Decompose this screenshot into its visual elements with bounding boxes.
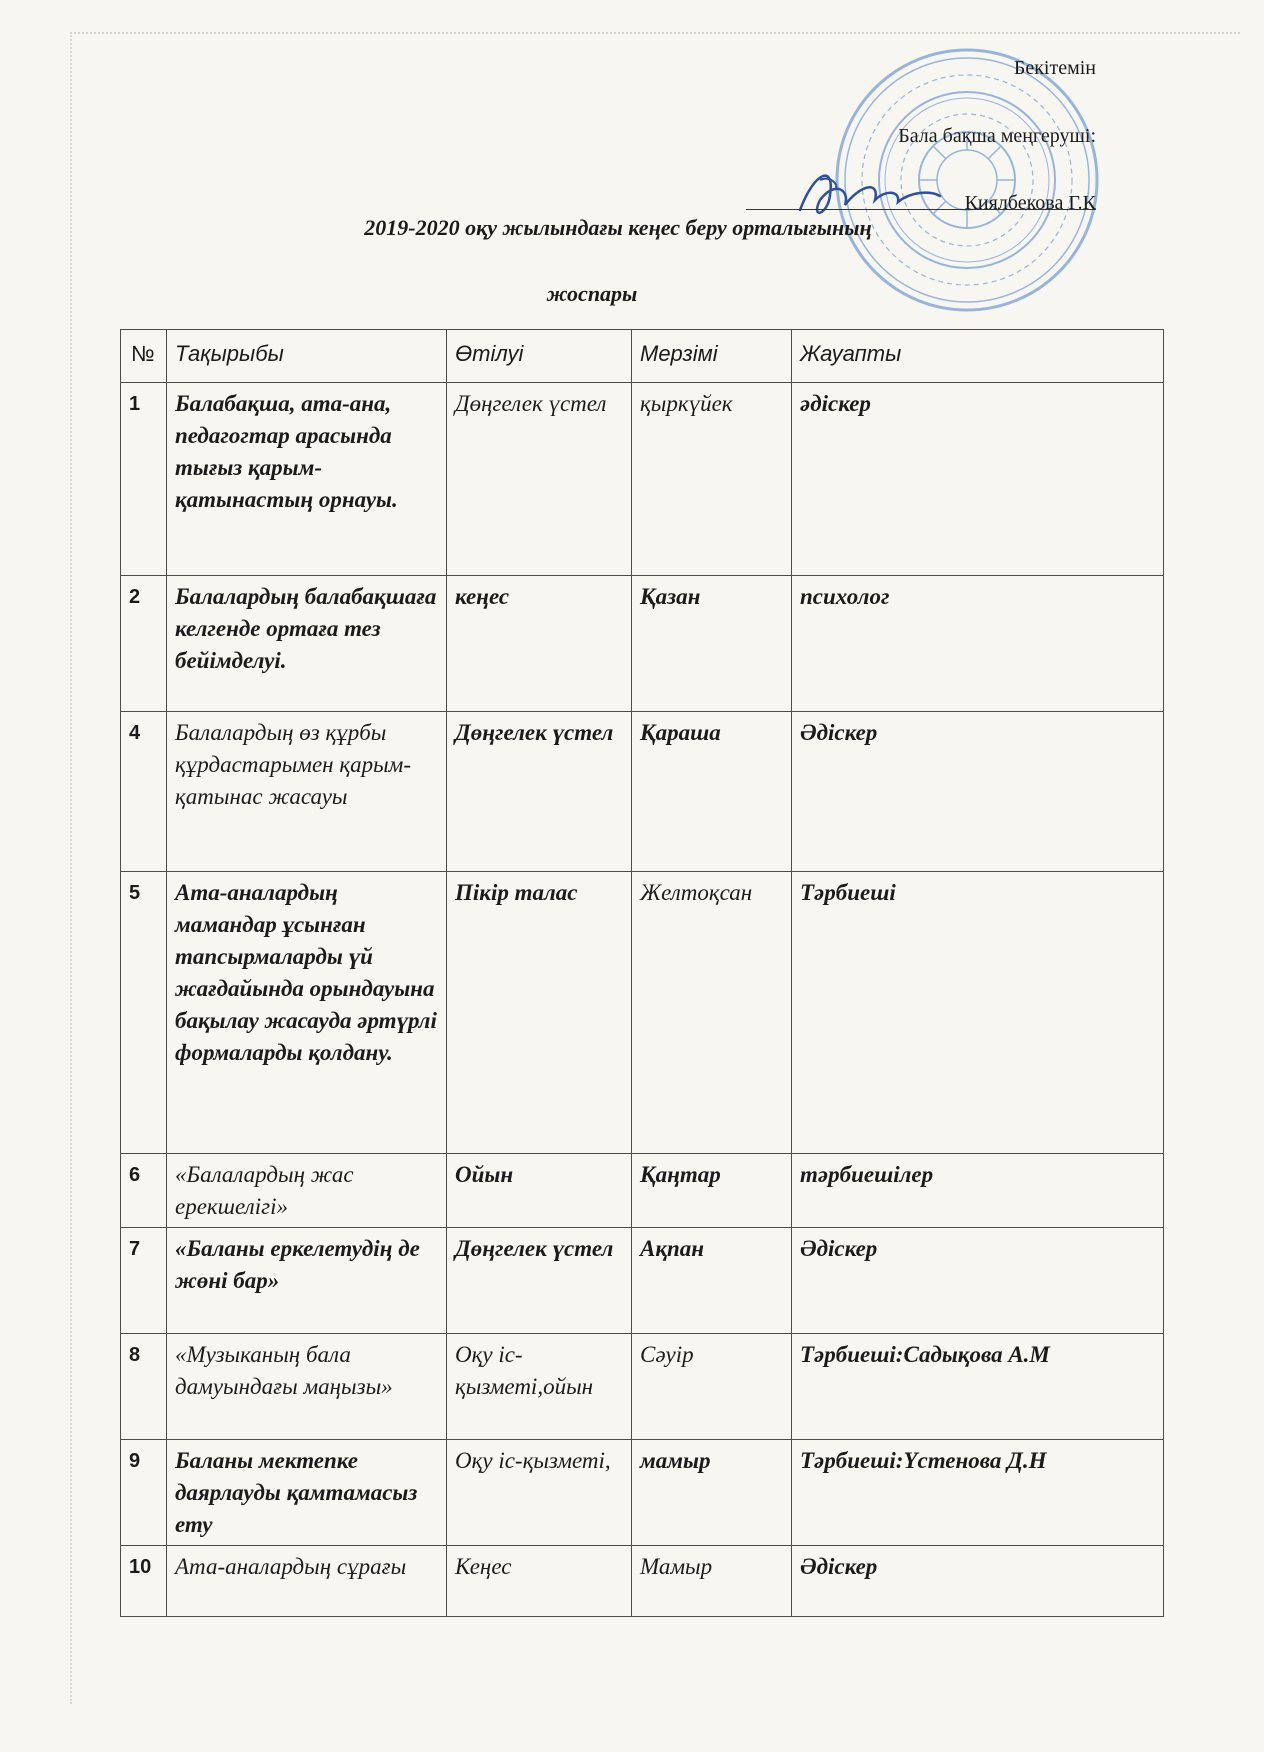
row-topic: «Балалардың жас ерекшелігі»: [167, 1154, 447, 1228]
row-number: 8: [121, 1334, 167, 1440]
table-row: [121, 1334, 1164, 1440]
row-form: Пікір талас: [447, 872, 632, 1154]
row-date: Сәуір: [632, 1334, 792, 1440]
row-responsible: Әдіскер: [792, 1546, 1164, 1617]
row-form: Ойын: [447, 1154, 632, 1228]
row-topic: Ата-аналардың мамандар ұсынған тапсырмаларды үй жағдайында орындауына бақылау жасауда әртүрлі формаларды қолдану.: [167, 872, 447, 1154]
row-number: 4: [121, 712, 167, 872]
row-number: 9: [121, 1440, 167, 1546]
row-number: 2: [121, 576, 167, 712]
head-name: Киялбекова Г.К: [964, 192, 1096, 214]
header-form: Өтілуі: [447, 330, 632, 383]
row-responsible: Әдіскер: [792, 1228, 1164, 1334]
row-topic: Ата-аналардың сұрағы: [167, 1546, 447, 1617]
signature-line: [746, 209, 1096, 210]
header-responsible: Жауапты: [792, 330, 1164, 383]
row-form: Дөңгелек үстел: [447, 383, 632, 576]
header-number: №: [121, 330, 167, 383]
table-row: [121, 383, 1164, 576]
row-number: 7: [121, 1228, 167, 1334]
row-form: Дөңгелек үстел: [447, 712, 632, 872]
row-date: Мамыр: [632, 1546, 792, 1617]
row-date: қыркүйек: [632, 383, 792, 576]
row-topic: Балалардың балабақшаға келгенде ортаға тез бейімделуі.: [167, 576, 447, 712]
row-date: Қазан: [632, 576, 792, 712]
row-responsible: психолог: [792, 576, 1164, 712]
row-date: Қараша: [632, 712, 792, 872]
row-topic: Балалардың өз құрбы құрдастарымен қарым-қатынас жасауы: [167, 712, 447, 872]
header-date: Мерзімі: [632, 330, 792, 383]
table-row: [121, 712, 1164, 872]
row-date: мамыр: [632, 1440, 792, 1546]
row-number: 5: [121, 872, 167, 1154]
header-topic: Тақырыбы: [167, 330, 447, 383]
table-row: [121, 1546, 1164, 1617]
table-header-row: [121, 330, 1164, 383]
row-form: Кеңес: [447, 1546, 632, 1617]
table-row: [121, 1228, 1164, 1334]
row-form: Дөңгелек үстел: [447, 1228, 632, 1334]
row-date: Қаңтар: [632, 1154, 792, 1228]
row-form: кеңес: [447, 576, 632, 712]
row-form: Оқу іс-қызметі,: [447, 1440, 632, 1546]
plan-table: [120, 329, 1164, 1617]
row-form: Оқу іс-қызметі,ойын: [447, 1334, 632, 1440]
row-responsible: Әдіскер: [792, 712, 1164, 872]
row-date: Желтоқсан: [632, 872, 792, 1154]
document-subtitle: жоспары: [546, 281, 638, 306]
row-responsible: Тәрбиеші: [792, 872, 1164, 1154]
row-number: 6: [121, 1154, 167, 1228]
row-responsible: тәрбиешілер: [792, 1154, 1164, 1228]
row-responsible: Тәрбиеші:Садықова А.М: [792, 1334, 1164, 1440]
head-position: Бала бақша меңгеруші:: [898, 125, 1096, 147]
row-number: 10: [121, 1546, 167, 1617]
row-topic: «Музыканың бала дамуындағы маңызы»: [167, 1334, 447, 1440]
document-title: 2019-2020 оқу жылындағы кеңес беру орталығының: [364, 215, 872, 240]
row-topic: «Баланы еркелетудің де жөні бар»: [167, 1228, 447, 1334]
table-row: [121, 872, 1164, 1154]
row-topic: Баланы мектепке даярлауды қамтамасыз ету: [167, 1440, 447, 1546]
table-row: [121, 1440, 1164, 1546]
row-responsible: әдіскер: [792, 383, 1164, 576]
table-row: [121, 1154, 1164, 1228]
row-responsible: Тәрбиеші:Үстенова Д.Н: [792, 1440, 1164, 1546]
table-row: [121, 576, 1164, 712]
row-date: Ақпан: [632, 1228, 792, 1334]
row-topic: Балабақша, ата-ана, педагогтар арасында тығыз қарым-қатынастың орнауы.: [167, 383, 447, 576]
row-number: 1: [121, 383, 167, 576]
approve-word: Бекітемін: [1013, 57, 1096, 79]
